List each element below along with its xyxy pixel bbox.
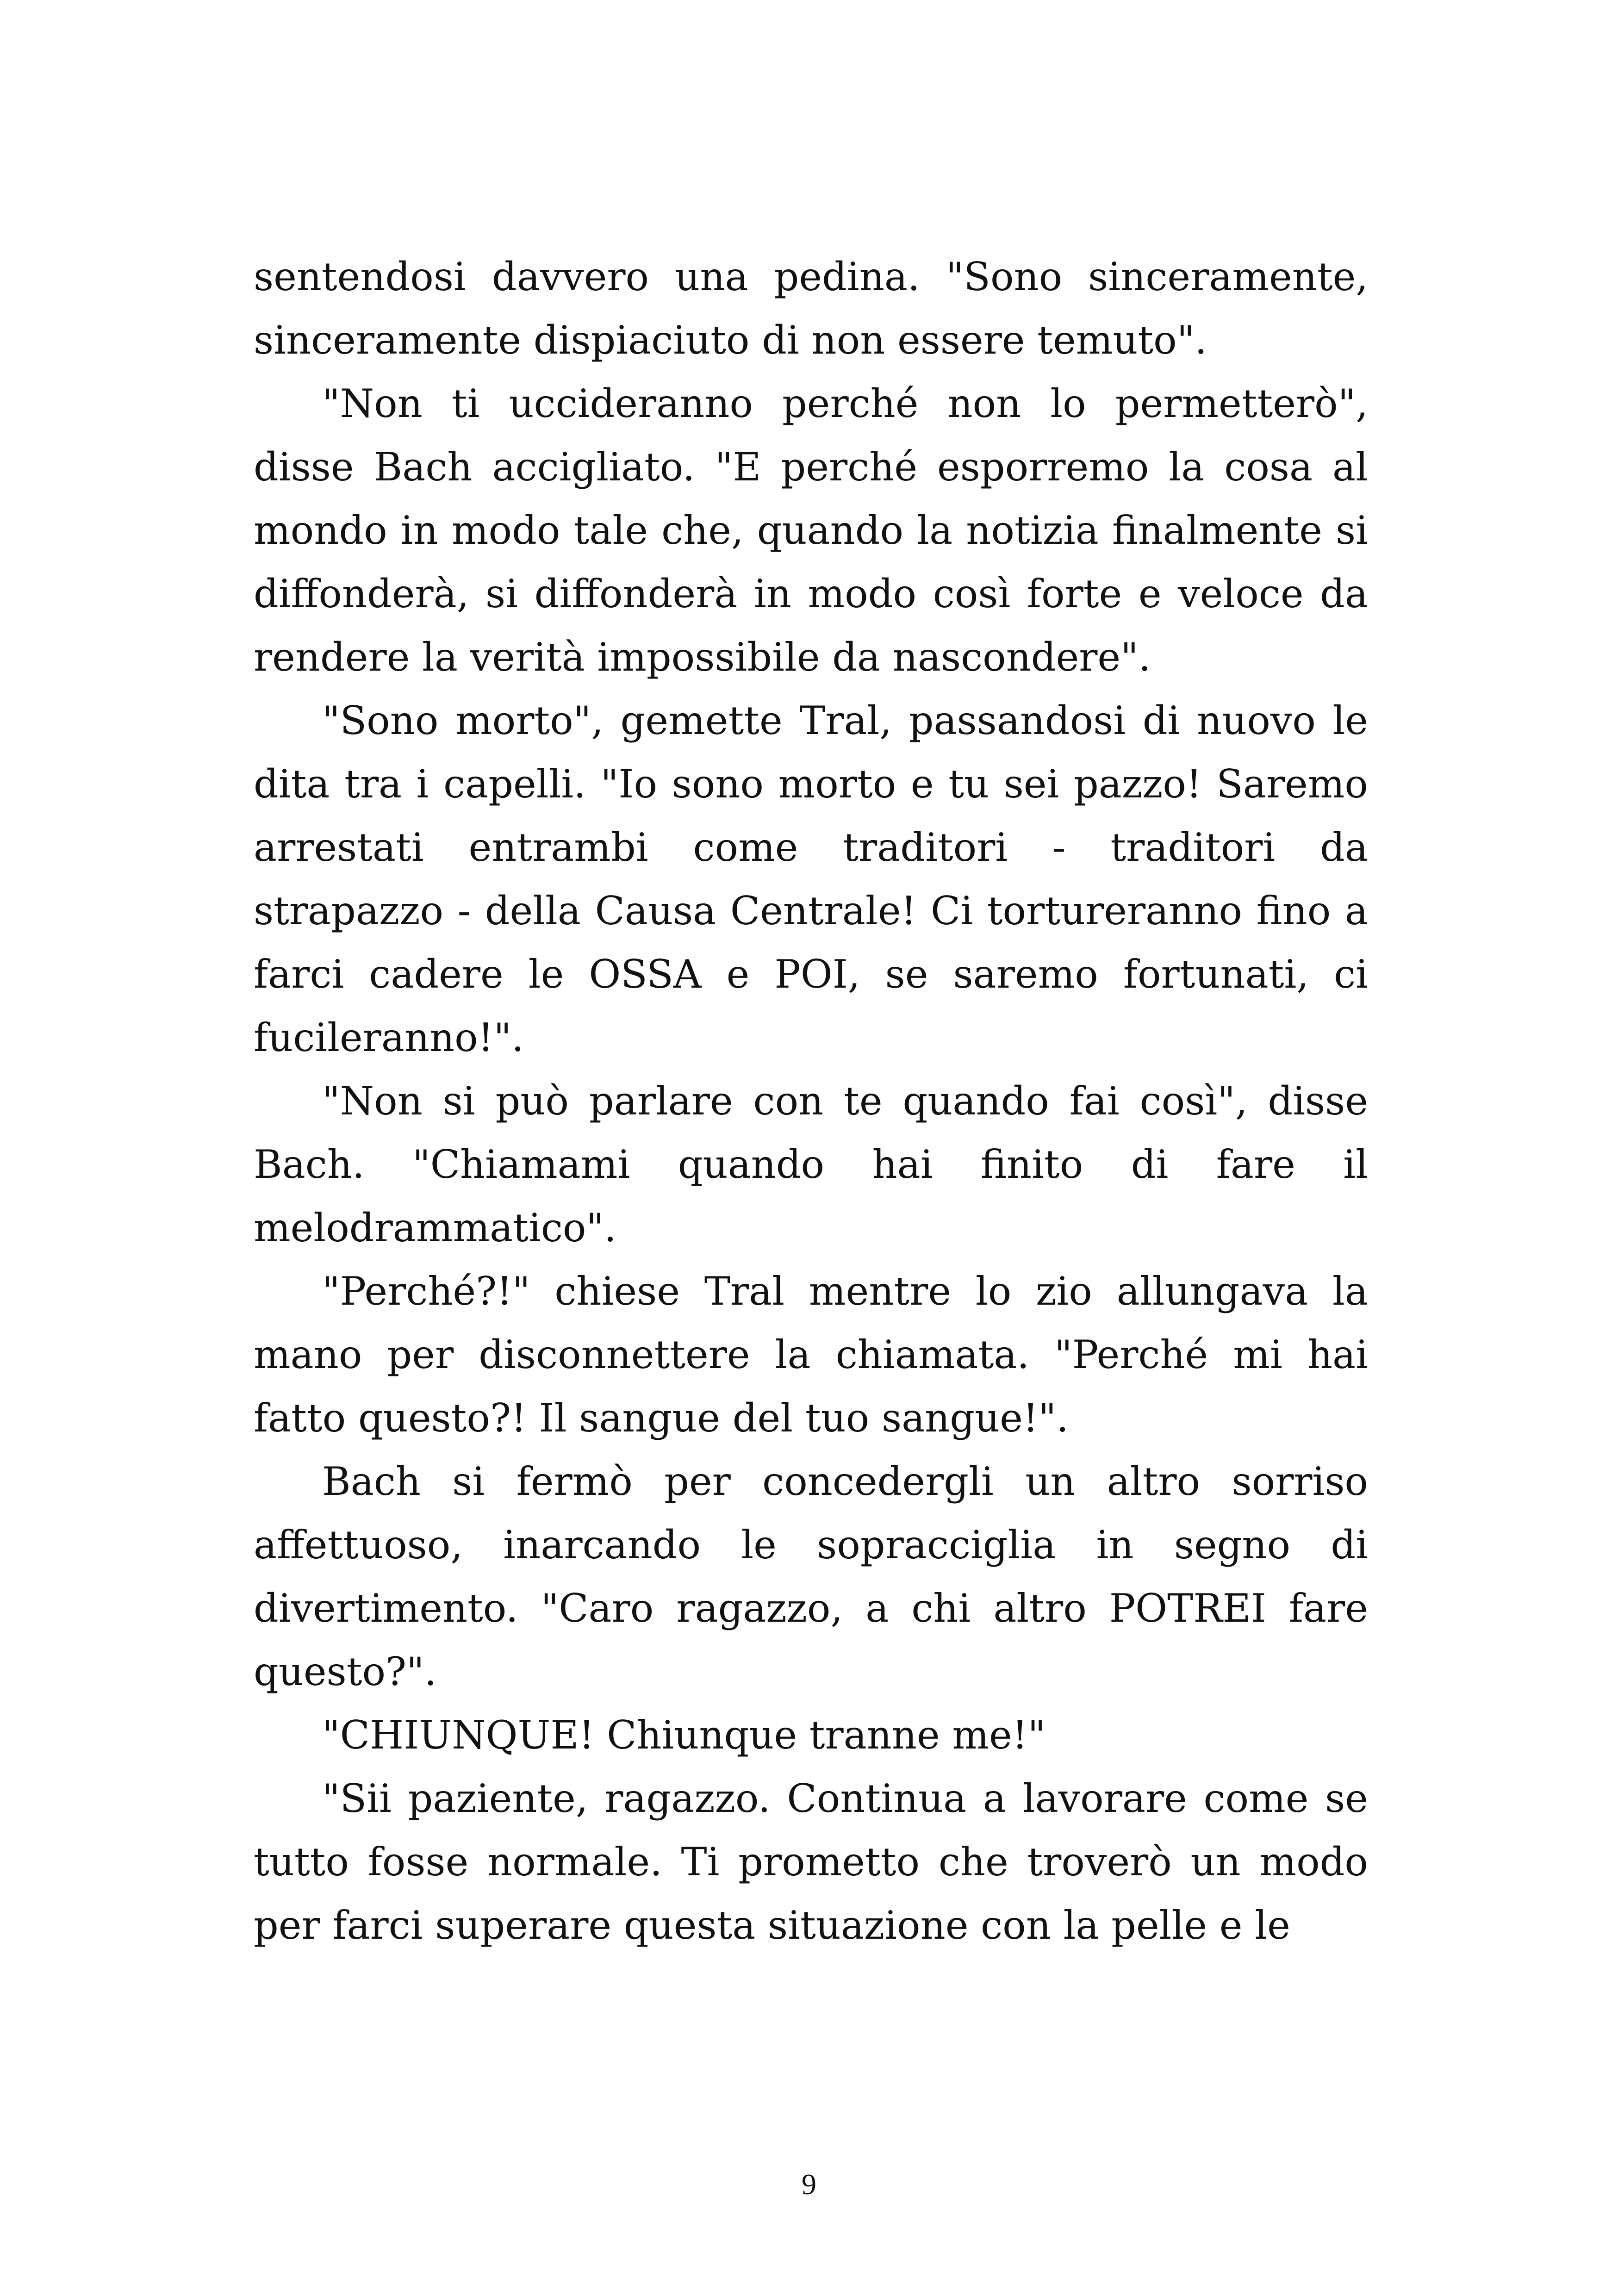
paragraph: "Sii paziente, ragazzo. Continua a lavorare come se tutto fosse normale. Ti prometto che troverò un modo per farci superare questa situazione con la pelle e le [254, 1776, 1368, 1948]
paragraph: "Sono morto", gemette Tral, passandosi di nuovo le dita tra i capelli. "Io sono morto e tu sei pazzo! Saremo arrestati entrambi come traditori - traditori da strapazzo - della Causa Centrale! Ci tortureranno fino a farci cadere le OSSA e POI, se saremo fortunati, ci fucileranno!". [254, 698, 1368, 1060]
page-number: 9 [802, 2168, 816, 2201]
paragraph: "CHIUNQUE! Chiunque tranne me!" [322, 1712, 1046, 1758]
paragraph: Bach si fermò per concedergli un altro sorriso affettuoso, inarcando le sopracciglia in segno di divertimento. "Caro ragazzo, a chi altro POTREI fare questo?". [254, 1459, 1368, 1694]
body-text [254, 245, 1368, 1957]
paragraph: "Perché?!" chiese Tral mentre lo zio allungava la mano per disconnettere la chiamata. "Perché mi hai fatto questo?! Il sangue del tuo sangue!". [254, 1269, 1368, 1441]
paragraph: sentendosi davvero una pedina. "Sono sinceramente, sinceramente dispiaciuto di non essere temuto". [254, 254, 1368, 363]
paragraph: "Non ti uccideranno perché non lo permetterò", disse Bach accigliato. "E perché esporremo la cosa al mondo in modo tale che, quando la notizia finalmente si diffonderà, si diffonderà in modo così forte e veloce da rendere la verità impossibile da nascondere". [254, 381, 1368, 680]
paragraph: "Non si può parlare con te quando fai così", disse Bach. "Chiamami quando hai finito di fare il melodrammatico". [254, 1078, 1368, 1251]
